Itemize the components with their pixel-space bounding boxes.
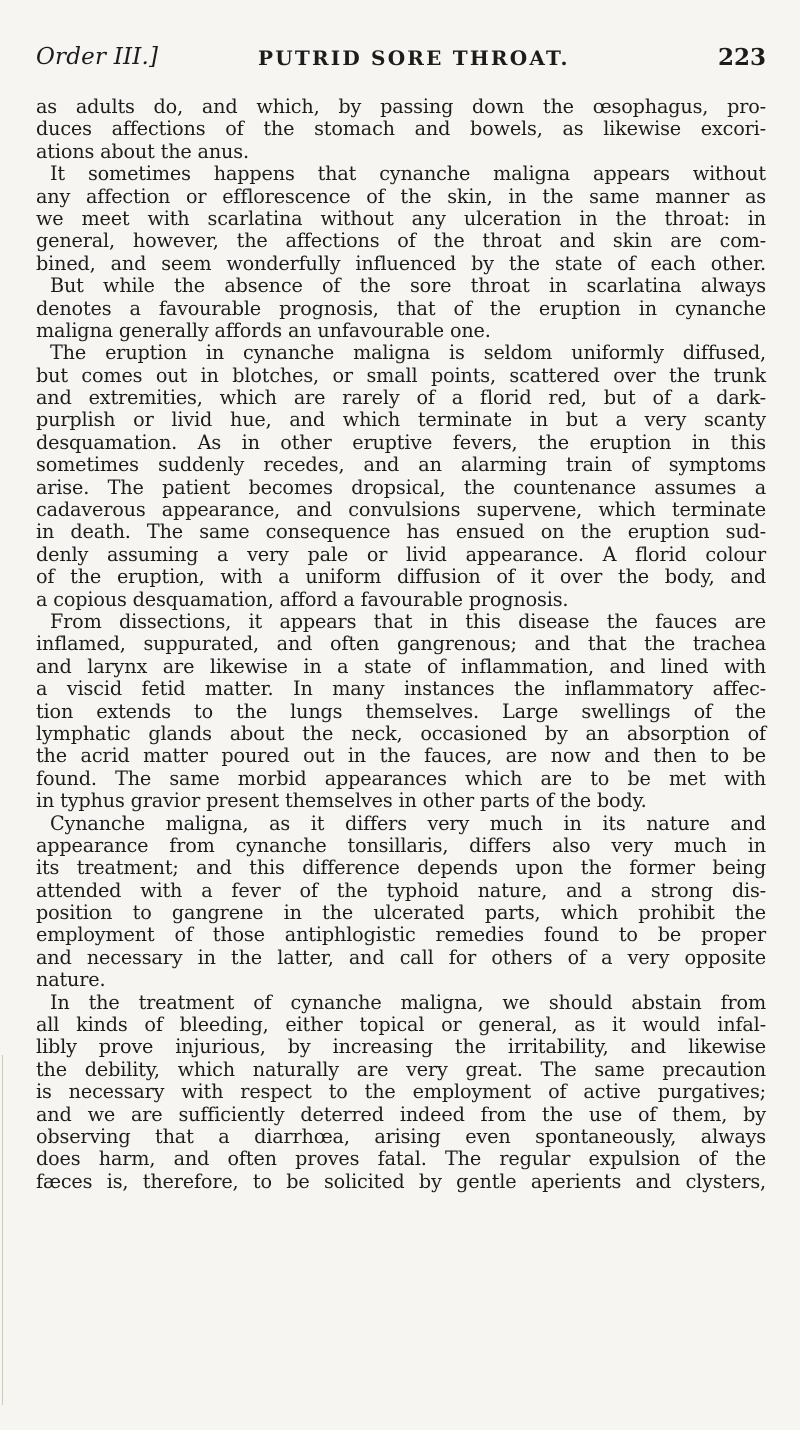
body-text [36,96,766,1193]
text-line: Cynanche maligna, as it differs very much in its nature and [50,811,766,835]
text-line: nature. [36,968,106,992]
text-line: sometimes suddenly recedes, and an alarming train of symptoms [36,453,766,477]
text-line: From dissections, it appears that in this disease the fauces are [50,609,766,633]
page-number: 223 [717,44,766,71]
text-line: The eruption in cynanche maligna is seldom uniformly diffused, [50,341,766,365]
text-line: duces affections of the stomach and bowels, as likewise excori- [36,117,766,141]
text-line: all kinds of bleeding, either topical or general, as it would infal- [36,1013,766,1037]
text-line: as adults do, and which, by passing down the œsophagus, pro- [36,95,766,118]
text-line: observing that a diarrhœa, arising even spontaneously, always [36,1124,766,1148]
text-line: denly assuming a very pale or livid appearance. A florid colour [36,542,766,566]
text-line: does harm, and often proves fatal. The regular expulsion of the [36,1147,766,1171]
running-head [36,44,766,80]
text-line: in death. The same consequence has ensued on the eruption sud- [36,520,766,544]
text-line: But while the absence of the sore throat in scarlatina always [50,274,766,298]
text-line: employment of those antiphlogistic remedies found to be proper [36,923,766,947]
text-line: arise. The patient becomes dropsical, the countenance assumes a [36,475,766,499]
text-line: the debility, which naturally are very great. The same precaution [36,1057,766,1081]
text-line: a viscid fetid matter. In many instances the inflammatory affec- [36,677,766,701]
text-line: and larynx are likewise in a state of inflammation, and lined with [36,654,766,678]
text-line: and we are sufficiently deterred indeed from the use of them, by [36,1102,766,1126]
text-line: general, however, the affections of the throat and skin are com- [36,229,766,253]
text-line: desquamation. As in other eruptive fevers, the eruption in this [36,430,766,454]
text-line: in typhus gravior present themselves in other parts of the body. [36,789,647,813]
text-line: inflamed, suppurated, and often gangrenous; and that the trachea [36,632,766,656]
text-line: we meet with scarlatina without any ulceration in the throat: in [36,206,766,230]
text-line: a copious desquamation, afford a favourable prognosis. [36,587,569,611]
text-line: and extremities, which are rarely of a florid red, but of a dark- [36,386,766,410]
text-line: It sometimes happens that cynanche maligna appears without [50,162,766,186]
text-line: of the eruption, with a uniform diffusion of it over the body, and [36,565,766,589]
text-line: maligna generally affords an unfavourable one. [36,318,491,342]
text-line: denotes a favourable prognosis, that of the eruption in cynanche [36,296,766,320]
text-line: tion extends to the lungs themselves. Large swellings of the [36,699,766,723]
text-line: fæces is, therefore, to be solicited by gentle aperients and clysters, [36,1169,766,1193]
text-line: and necessary in the latter, and call for others of a very opposite [36,945,766,969]
text-line: bined, and seem wonderfully influenced by the state of each other. [36,251,766,275]
text-line: but comes out in blotches, or small points, scattered over the trunk [36,363,766,387]
text-line: cadaverous appearance, and convulsions supervene, which terminate [36,498,766,522]
running-title: PUTRID SORE THROAT. [258,46,570,70]
order-label: Order III.] [36,44,159,70]
text-line: purplish or livid hue, and which terminate in but a very scanty [36,408,766,432]
text-line: any affection or efflorescence of the skin, in the same manner as [36,184,766,208]
text-line: is necessary with respect to the employment of active purgatives; [36,1080,766,1104]
text-line: libly prove injurious, by increasing the irritability, and likewise [36,1035,766,1059]
text-line: lymphatic glands about the neck, occasioned by an absorption of [36,721,766,745]
text-line: found. The same morbid appearances which are to be met with [36,766,766,790]
text-line: ations about the anus. [36,139,249,163]
text-line: position to gangrene in the ulcerated parts, which prohibit the [36,901,766,925]
text-line: attended with a fever of the typhoid nature, and a strong dis- [36,878,766,902]
text-line: appearance from cynanche tonsillaris, differs also very much in [36,833,766,857]
page-edge-shadow [2,1055,3,1405]
text-line: its treatment; and this difference depends upon the former being [36,856,766,880]
text-line: the acrid matter poured out in the fauces, are now and then to be [36,744,766,768]
text-line: In the treatment of cynanche maligna, we should abstain from [50,990,766,1014]
